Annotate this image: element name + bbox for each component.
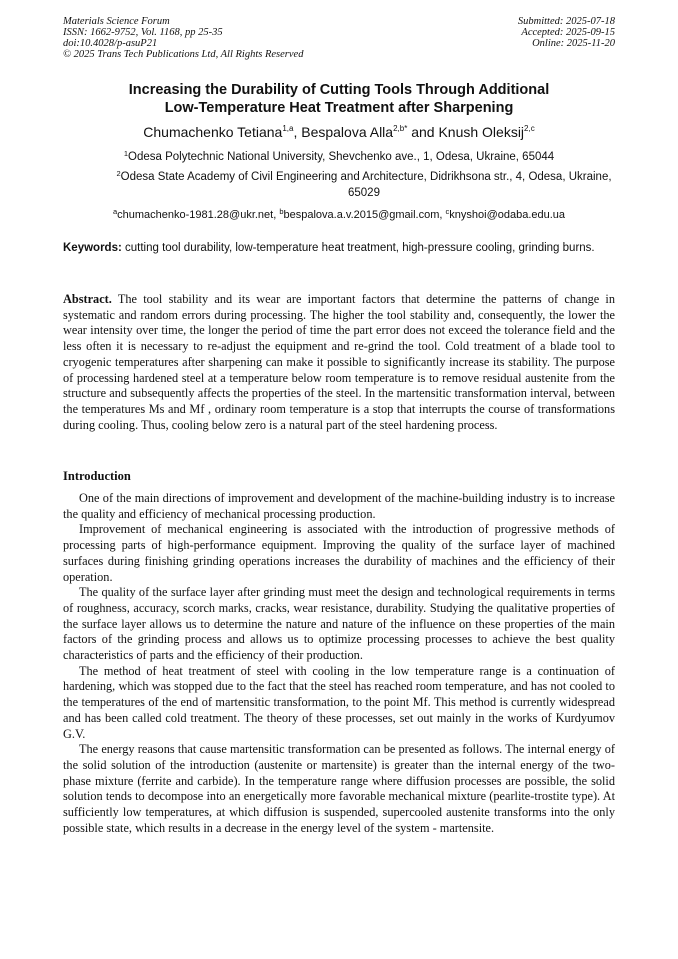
affiliation-text: Odesa Polytechnic National University, Shevchenko ave., 1, Odesa, Ukraine, 65044 bbox=[128, 151, 555, 163]
author-list bbox=[63, 123, 615, 141]
journal-name: Materials Science Forum bbox=[63, 16, 170, 27]
accepted-date: Accepted: 2025-09-15 bbox=[521, 27, 615, 38]
paragraph: The quality of the surface layer after grinding must meet the design and technological requirements in terms of roughness, accuracy, scorch marks, cracks, wear resistance, durability. Studying the qualitative properties of the surface layer allows us to determine the nature and nature of the influence on these properties of the main factors of the grinding process and allows us to optimize processing processes to achieve the best quality characteristics of parts and the efficiency of their production. bbox=[63, 585, 615, 663]
keywords-label: Keywords: bbox=[63, 242, 122, 254]
affiliation-1 bbox=[63, 150, 615, 166]
title-line-1: Increasing the Durability of Cutting Tools Through Additional bbox=[128, 82, 550, 98]
introduction-heading: Introduction bbox=[63, 469, 131, 483]
author-superscript: 2,c bbox=[524, 124, 535, 133]
online-date: Online: 2025-11-20 bbox=[532, 38, 615, 49]
abstract-section bbox=[63, 292, 615, 433]
author-name: Knush Oleksij bbox=[438, 124, 525, 140]
affiliation-2 bbox=[63, 170, 615, 201]
journal-doi[interactable]: doi:10.4028/p-asuP21 bbox=[63, 38, 158, 49]
author-name: Chumachenko Tetiana bbox=[143, 124, 283, 140]
author-superscript: 2,b* bbox=[393, 124, 408, 133]
author-separator: and bbox=[407, 124, 439, 140]
abstract-label: Abstract. bbox=[63, 292, 112, 306]
author-name: Bespalova Alla bbox=[301, 124, 394, 140]
author-emails bbox=[63, 208, 615, 224]
paragraph: One of the main directions of improvement and development of the machine-building industry is to increase the quality and efficiency of mechanical processing production. bbox=[63, 491, 615, 521]
title-line-2: Low-Temperature Heat Treatment after Sharpening bbox=[164, 100, 514, 116]
affiliation-text: Odesa State Academy of Civil Engineering and Architecture, Didrikhsona str., 4, Odesa, Ukraine, 65029 bbox=[120, 171, 612, 199]
email-address[interactable]: bespalova.a.v.2015@gmail.com, bbox=[283, 209, 446, 221]
paragraph: The energy reasons that cause martensitic transformation can be presented as follows. The internal energy of the solid solution of the introduction (austenite or martensite) is greater than the internal energy of the two-phase mixture (ferrite and carbide). In the temperature range where diffusion processes are possible, the solid solution tends to decompose into an energetically more favorable mechanical mixture (pearlite-trostite type). At sufficiently low temperatures, at which diffusion is suspended, supercooled austenite transforms into the only possible state, which results in a decrease in the energy level of the system - martensite. bbox=[63, 742, 615, 835]
paragraph: Improvement of mechanical engineering is associated with the introduction of progressive methods of processing parts of high-performance equipment. Improving the quality of the surface layer of machined surfaces during finishing grinding operations increases the durability of machines and the efficiency of their operation. bbox=[63, 522, 615, 584]
author-superscript: 1,a bbox=[282, 124, 294, 133]
paper-title bbox=[63, 81, 615, 117]
publication-dates bbox=[518, 16, 615, 49]
keywords-text: cutting tool durability, low-temperature heat treatment, high-pressure cooling, grinding burns. bbox=[121, 242, 595, 254]
journal-issn: ISSN: 1662-9752, Vol. 1168, pp 25-35 bbox=[63, 27, 223, 38]
email-superscript: b bbox=[279, 207, 284, 216]
email-address[interactable]: chumachenko-1981.28@ukr.net, bbox=[117, 209, 280, 221]
author-separator: , bbox=[293, 124, 302, 140]
email-superscript: c bbox=[445, 207, 450, 216]
paragraph: The method of heat treatment of steel with cooling in the low temperature range is a continuation of hardening, which was stopped due to the fact that the steel has reached room temperature, and has not cooled to the temperatures of the end of martensitic transformation, to the point Mf. This method is currently widespread and has been called cold treatment. The theory of these processes, set out mainly in the works of Kurdyumov G.V. bbox=[63, 663, 615, 741]
email-superscript: a bbox=[112, 207, 118, 216]
keywords-section bbox=[63, 241, 615, 256]
affiliation-superscript: 2 bbox=[116, 169, 121, 178]
submitted-date: Submitted: 2025-07-18 bbox=[517, 16, 615, 27]
abstract-text: The tool stability and its wear are important factors that determine the patterns of change in systematic and random errors during processing. The higher the tool stability and, consequently, the lower the wear intensity over time, the longer the period of time the part error does not exceed the tolerance field and the less often it is necessary to re-adjust the equipment and re-grind the tool. Cold treatment of a blade tool to cryogenic temperatures after sharpening can make it possible to significantly increase its stability. The purpose of processing hardened steel at a temperature below room temperature is to remove residual austenite from the structure and subsequently affects the properties of the steel. In the martensitic transformation interval, between the temperatures Ms and Mf , ordinary room temperature is a stop that interrupts the course of transformations during cooling. Thus, cooling below zero is a natural part of the steel hardening process. bbox=[63, 292, 615, 432]
affiliation-superscript: 1 bbox=[123, 149, 128, 158]
journal-info bbox=[63, 16, 303, 60]
journal-copyright: © 2025 Trans Tech Publications Ltd, All Rights Reserved bbox=[63, 49, 304, 60]
introduction-body bbox=[63, 491, 615, 836]
email-address[interactable]: knyshoi@odaba.edu.ua bbox=[449, 209, 566, 221]
